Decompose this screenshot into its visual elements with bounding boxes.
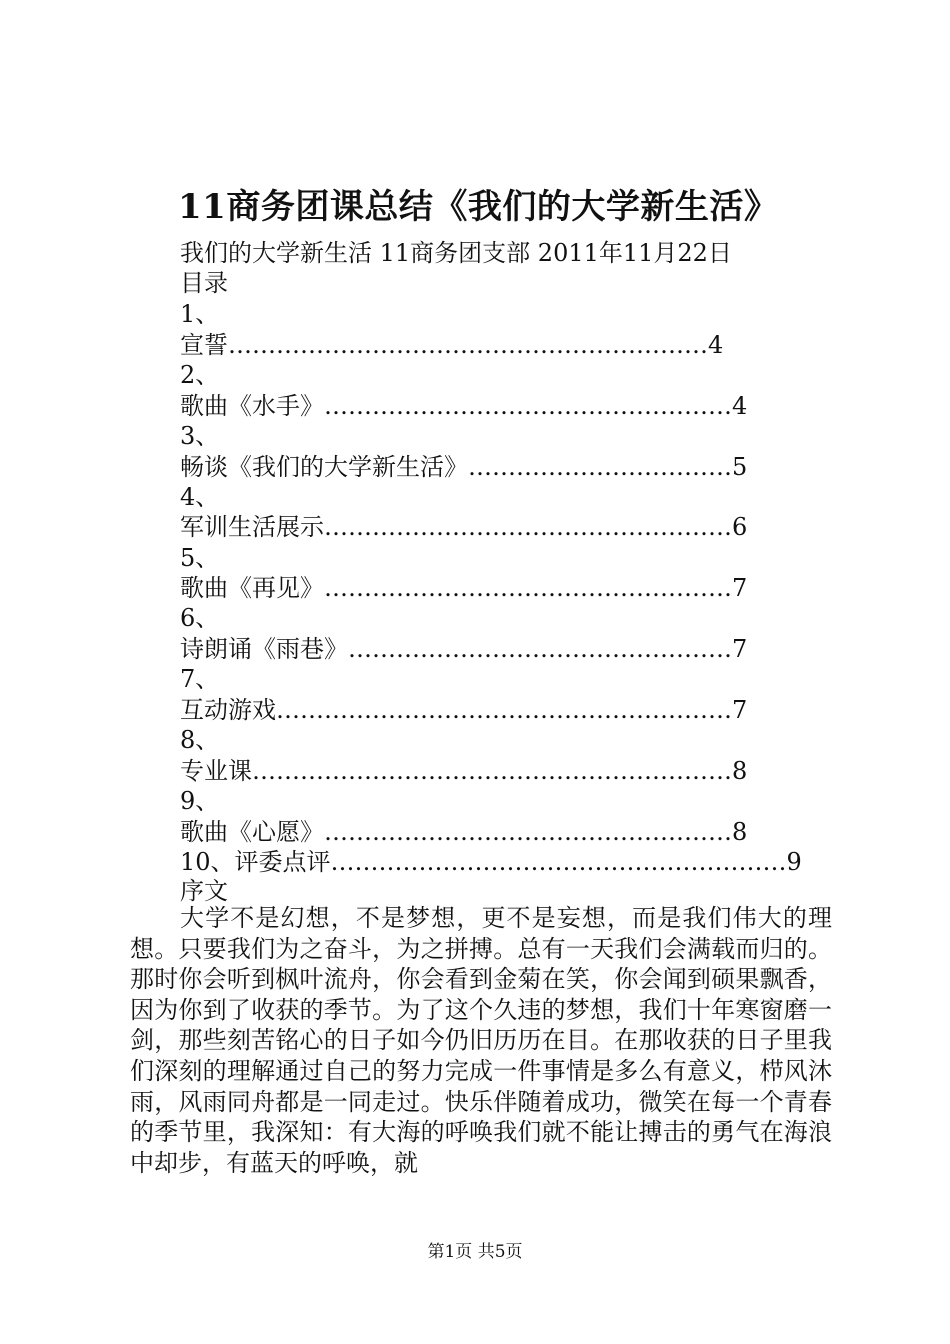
toc-item: 互动游戏…………………………………………………7 — [180, 696, 748, 724]
toc-item: 军训生活展示……………………………………………6 — [180, 513, 748, 541]
toc-item-number: 4、 — [180, 483, 220, 511]
preface-heading: 序文 — [180, 877, 228, 905]
toc-item: 诗朗诵《雨巷》…………………………………………7 — [180, 635, 748, 663]
toc-item: 歌曲《再见》……………………………………………7 — [180, 574, 748, 602]
toc-item-number: 3、 — [180, 422, 220, 450]
toc-item-number: 8、 — [180, 726, 220, 754]
toc-item-number: 7、 — [180, 665, 220, 693]
document-title: 11商务团课总结《我们的大学新生活》 — [178, 187, 779, 227]
toc-item-last: 10、评委点评…………………………………………………9 — [180, 848, 802, 876]
toc-item: 宣誓……………………………………………………4 — [180, 331, 724, 359]
toc-heading: 目录 — [180, 269, 228, 297]
toc-item-number: 1、 — [180, 300, 220, 328]
toc-item: 歌曲《水手》……………………………………………4 — [180, 392, 748, 420]
toc-item: 专业课……………………………………………………8 — [180, 757, 748, 785]
page-footer: 第1页 共5页 — [427, 1242, 523, 1262]
toc-item-number: 5、 — [180, 544, 220, 572]
toc-item-number: 2、 — [180, 361, 220, 389]
toc-item: 歌曲《心愿》……………………………………………8 — [180, 818, 748, 846]
toc-item: 畅谈《我们的大学新生活》……………………………5 — [180, 453, 748, 481]
toc-item-number: 9、 — [180, 787, 220, 815]
toc-item-number: 6、 — [180, 604, 220, 632]
preface-paragraph: 大学不是幻想，不是梦想，更不是妄想，而是我们伟大的理想。只要我们为之奋斗，为之拼搏。总有一天我们会满载而归的。那时你会听到枫叶流舟，你会看到金菊在笑，你会闻到硕果飘香，因为你到了收获的季节。为了这个久违的梦想，我们十年寒窗磨一剑，那些刻苦铭心的日子如今仍旧历历在目。在那收获的日子里我们深刻的理解通过自己的努力完成一件事情是多么有意义，栉风沐雨，风雨同舟都是一同走过。快乐伴随着成功，微笑在每一个青春的季节里，我深知：有大海的呼唤我们就不能让搏击的勇气在海浪中却步，有蓝天的呼唤，就 — [130, 904, 832, 1177]
document-subtitle: 我们的大学新生活 11商务团支部 2011年11月22日 — [180, 239, 732, 267]
